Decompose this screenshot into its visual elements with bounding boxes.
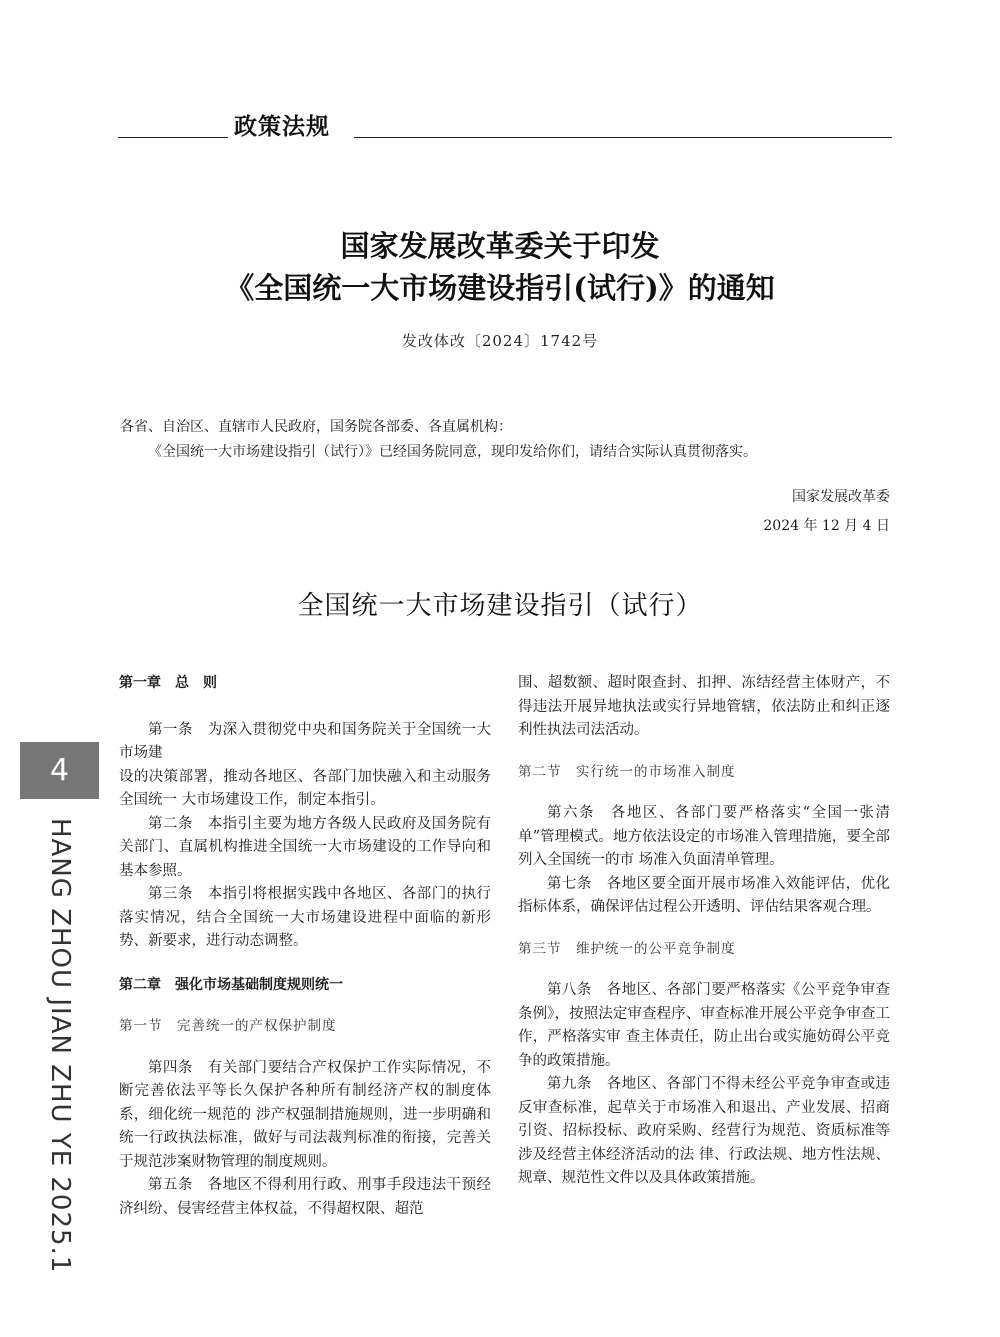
article-2: 第二条 本指引主要为地方各级人民政府及国务院有关部门、直属机构推进全国统一大市场建设的工作导向和基本参照。: [119, 815, 491, 879]
article-8: 第八条 各地区、各部门要严格落实《公平竞争审查条例》，按照法定审查程序、审查标准开展公平竞争审查工作，严格落实审 查主体责任，防止出台或实施妨碍公平竞争的政策措施。: [518, 982, 890, 1069]
signer: 国家发展改革委: [792, 489, 890, 505]
article-7: 第七条 各地区要全面开展市场准入效能评估，优化指标体系，确保评估过程公开透明、评估结果客观合理。: [518, 875, 890, 915]
chapter-heading: 第一章 总 则: [119, 675, 217, 691]
notice-body: 《全国统一大市场建设指引（试行）》已经国务院同意，现印发给你们，请结合实际认真贯彻落实。: [148, 444, 757, 460]
sign-date: 2024 年 12 月 4 日: [763, 518, 890, 534]
article-3: 第三条 本指引将根据实践中各地区、各部门的执行落实情况，结合全国统一大市场建设进程中面临的新形势、新要求，进行动态调整。: [119, 886, 491, 949]
article-6: 第六条 各地区、各部门要严格落实“全国一张清单”管理模式。地方依法设定的市场准入管理措施，要全部列入全国统一的市 场准入负面清单管理。: [518, 805, 890, 868]
chapter-heading: 第二章 强化市场基础制度规则统一: [119, 976, 343, 993]
left-column: [119, 672, 491, 1221]
section-label: 政策法规: [234, 114, 330, 140]
article-5-continued: 围、超数额、超时限查封、扣押、冻结经营主体财产，不得违法开展异地执法或实行异地管辖，依法防止和纠正逐利性执法司法活动。: [518, 675, 890, 738]
section-heading: 第三节 维护统一的公平竞争制度: [518, 940, 736, 957]
notice-title-line2: 《全国统一大市场建设指引(试行)》的通知: [225, 271, 775, 305]
addressee: 各省、自治区、直辖市人民政府，国务院各部委、各直属机构：: [120, 419, 512, 435]
guide-title: 全国统一大市场建设指引（试行）: [297, 591, 703, 621]
article-9: 第九条 各地区、各部门不得未经公平竞争审查或违反审查标准，起草关于市场准入和退出、产业发展、招商引资、招标投标、政府采购、经营行为规范、资质标准等涉及经营主体经济活动的法 律、行政法规、地方性法规、规章、规范性文件以及具体政策措施。: [518, 1076, 890, 1186]
article-1-part2: 设的决策部署，推动各地区、各部门加快融入和主动服务全国统一 大市场建设工作，制定本指引。: [119, 768, 491, 808]
right-column: [518, 672, 890, 1191]
page-number-box: [20, 742, 99, 799]
header-rule-right: [354, 137, 892, 138]
page-number: 4: [49, 753, 70, 788]
journal-tag-text: HANG ZHOU JIAN ZHU YE 2025.1: [45, 818, 75, 1274]
notice-title-line1: 国家发展改革委关于印发: [340, 229, 660, 263]
section-header: [118, 108, 892, 140]
header-rule-left: [118, 137, 228, 138]
section-heading: 第一节 完善统一的产权保护制度: [119, 1018, 337, 1034]
section-heading: 第二节 实行统一的市场准入制度: [518, 763, 736, 780]
article-5: 第五条 各地区不得利用行政、刑事手段违法干预经济纠纷、侵害经营主体权益，不得超权限、超范: [119, 1177, 491, 1217]
document-number: 发改体改〔2024〕1742号: [401, 332, 599, 350]
article-1-part1: 第一条 为深入贯彻党中央和国务院关于全国统一大市场建: [119, 721, 491, 761]
article-4: 第四条 有关部门要结合产权保护工作实际情况，不断完善依法平等长久保护各种所有制经济产权的制度体系，细化统一规范的 涉产权强制措施规则，进一步明确和统一行政执法标准，做好与司法裁判标准的衔接，完善关于规范涉案财物管理的制度规则。: [119, 1059, 491, 1170]
